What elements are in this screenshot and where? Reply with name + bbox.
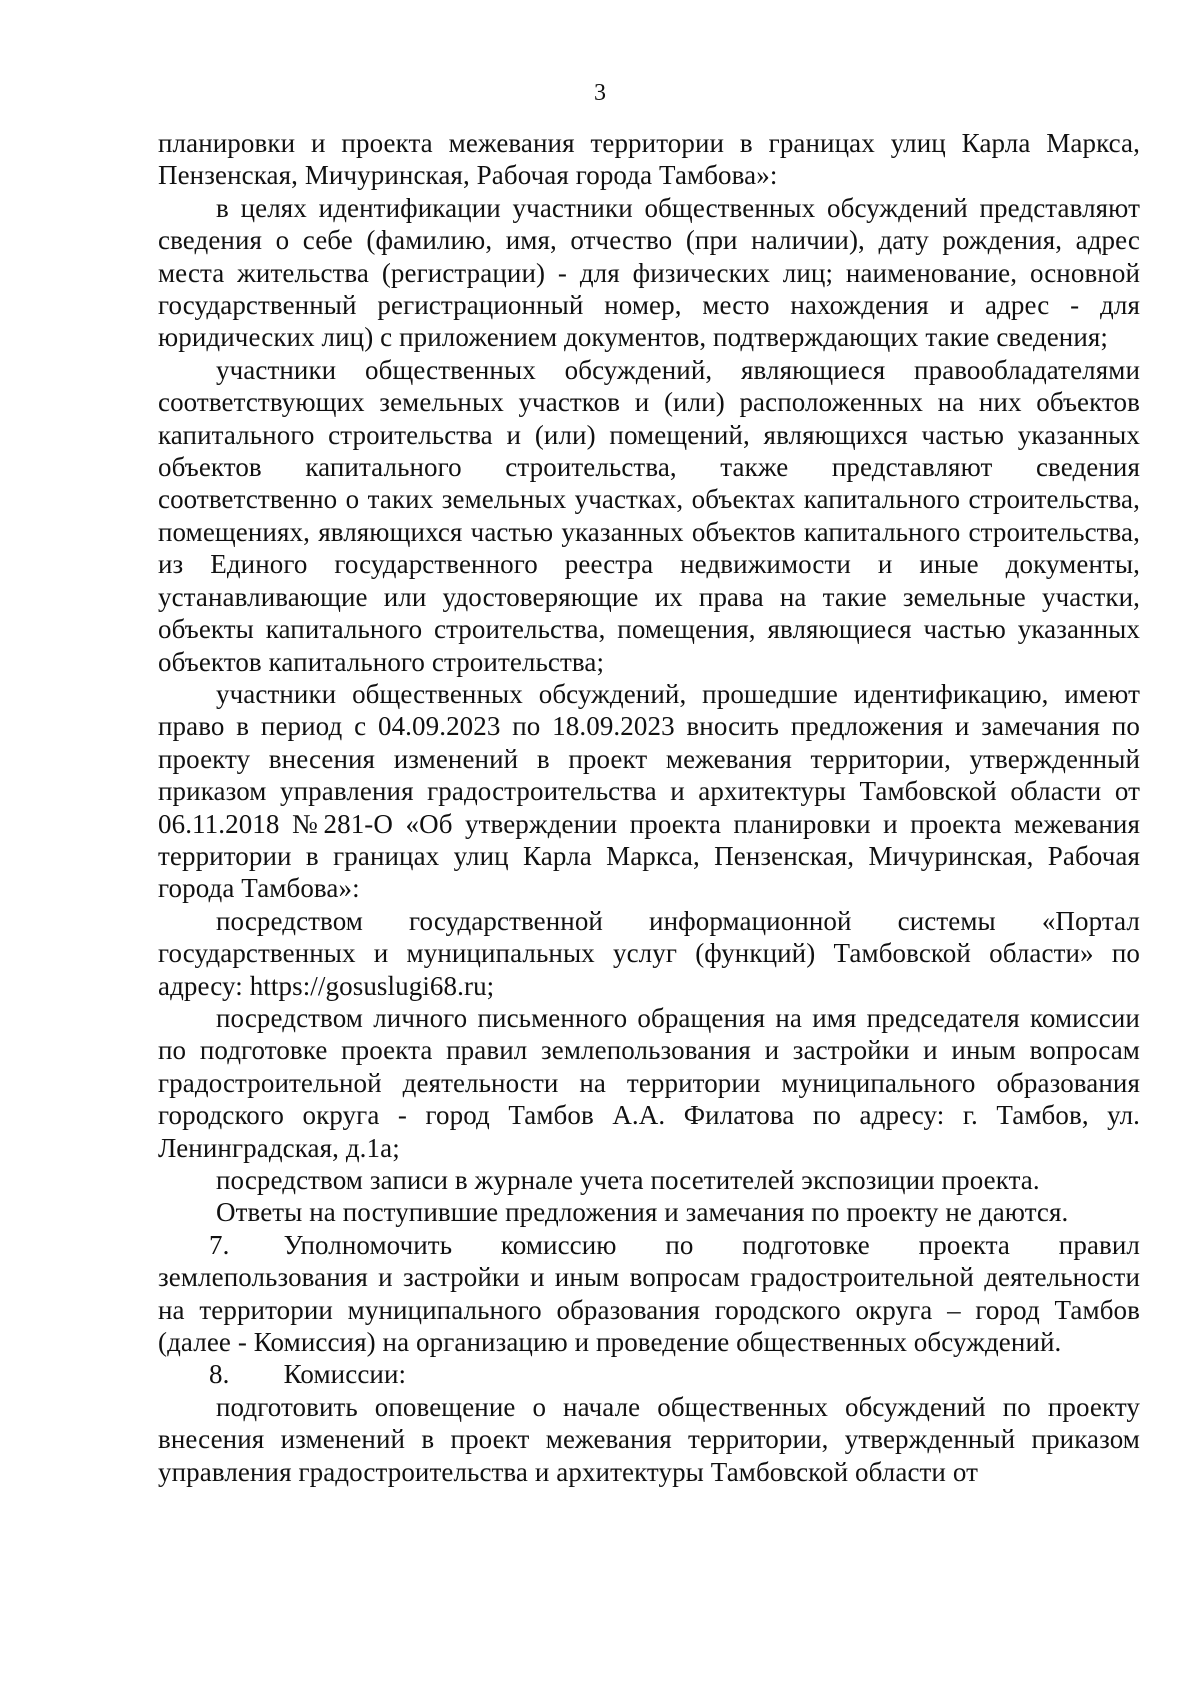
paragraph-written-appeal: посредством личного письменного обращения на имя председателя комиссии по подготовке проекта правил землепользования и застройки и иным вопросам градостроительной деятельности на территории муниципального образования городского округа - город Тамбов А.А. Филатова по адресу: г. Тамбов, ул. Ленинградская, д.1а; xyxy=(158,1002,1140,1163)
paragraph-journal-record: посредством записи в журнале учета посетителей экспозиции проекта. xyxy=(216,1165,1040,1195)
paragraph-notification: подготовить оповещение о начале общественных обсуждений по проекту внесения изменений в проект межевания территории, утвержденный приказом управления градостроительства и архитектуры Тамбовской области от xyxy=(158,1391,1140,1487)
paragraph-item-8: 8. Комиссии: xyxy=(209,1359,407,1390)
paragraph-no-answers: Ответы на поступившие предложения и замечания по проекту не даются. xyxy=(216,1197,1069,1228)
paragraph-identification: в целях идентификации участники общественных обсуждений представляют сведения о себе (фамилию, имя, отчество (при наличии), дату рождения, адрес места жительства (регистрации) - для физических лиц; наименование, основной государственный регистрационный номер, место нахождения и адрес - для юридических лиц) с приложением документов, подтверждающих такие сведения; xyxy=(158,192,1140,353)
paragraph-continuation: планировки и проекта межевания территории в границах улиц Карла Маркса, Пензенская, Мичуринская, Рабочая города Тамбова»: xyxy=(158,128,1140,191)
paragraph-rightholders: участники общественных обсуждений, являющиеся правообладателями соответствующих земельных участков и (или) расположенных на них объектов капитального строительства и (или) помещений, являющихся частью указанных объектов капитального строительства, также представляют сведения соответственно о таких земельных участках, объектах капитального строительства, помещениях, являющихся частью указанных объектов капитального строительства, из Единого государственного реестра недвижимости и иные документы, устанавливающие или удостоверяющие их права на такие земельные участки, объекты капитального строительства, помещения, являющиеся частью указанных объектов капитального строительства; xyxy=(158,354,1140,677)
document-body xyxy=(158,127,1140,1488)
paragraph-proposals-period: участники общественных обсуждений, прошедшие идентификацию, имеют право в период с 04.09.2023 по 18.09.2023 вносить предложения и замечания по проекту внесения изменений в проект межевания территории, утвержденный приказом управления градостроительства и архитектуры Тамбовской области от 06.11.2018 №281-О «Об утверждении проекта планировки и проекта межевания территории в границах улиц Карла Маркса, Пензенская, Мичуринская, Рабочая города Тамбова»: xyxy=(158,678,1140,904)
paragraph-item-7: 7. Уполномочить комиссию по подготовке проекта правил землепользования и застройки и иным вопросам градостроительной деятельности на территории муниципального образования городского округа – город Тамбов (далее - Комиссия) на организацию и проведение общественных обсуждений. xyxy=(158,1229,1140,1358)
paragraph-portal: посредством государственной информационной системы «Портал государственных и муниципальных услуг (функций) Тамбовской области» по адресу: https://gosuslugi68.ru; xyxy=(158,905,1140,1001)
page-number: 3 xyxy=(594,80,606,106)
